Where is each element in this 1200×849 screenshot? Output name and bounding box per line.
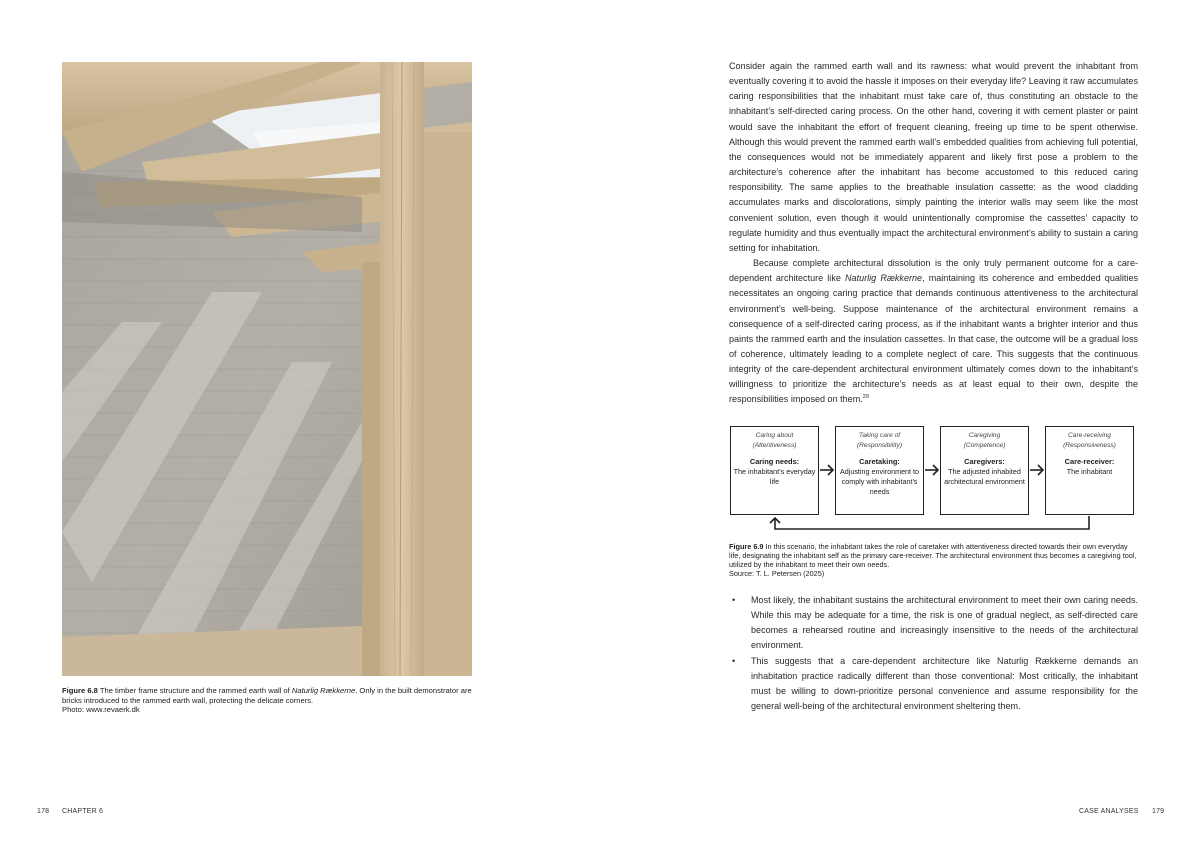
care-cycle-diagram xyxy=(729,426,1139,534)
list-item-text: Most likely, the inhabitant sustains the architectural environment to meet their own caring needs. While this may be adequate for a time, the risk is one of gradual neglect, as self-directed care becomes a rehearsed routine and increasingly insensitive to the needs of the architectural environment. xyxy=(751,595,1138,651)
box-quality: (Responsibility) xyxy=(856,441,903,449)
bullet-symbol: • xyxy=(732,655,736,666)
right-running-head: CASE ANALYSES xyxy=(1079,808,1139,815)
right-page-number: 179 xyxy=(1152,808,1165,815)
figure-source: Source: T. L. Petersen (2025) xyxy=(729,569,825,579)
list-item-text: This suggests that a care-dependent architecture like Naturlig Rækkerne demands an inhabitation practice radically different than those conventional: Most critically, the inhabitant must be willing to down-prioritize personal convenience and assume responsibility for the general well-being of the architectural environment sheltering them. xyxy=(751,655,1138,712)
caption-text-end: . Only in the built demonstrator are bricks introduced to the rammed earth wall, protecting the delicate corners. xyxy=(62,686,472,705)
box-phase: Caregiving xyxy=(968,432,1001,439)
box-head: Caring needs: xyxy=(749,457,800,467)
figure-label: Figure 6.9 xyxy=(729,542,764,551)
caption-text: In this scenario, the inhabitant takes the role of caretaker with attentiveness directed towards their own everyday life, designating the inhabitant self as the primary care-receiver. The architectural environment thus becomes a caregiving tool, utilized by the inhabitant to meet their own needs. xyxy=(729,542,1137,570)
box-phase: Caring about xyxy=(755,432,794,439)
paragraph-2-italic: Naturlig Rækkerne xyxy=(845,273,923,284)
box-quality: (Responsiveness) xyxy=(1063,441,1116,449)
box-quality: (Attentiveness) xyxy=(752,441,797,449)
box-quality: (Competence) xyxy=(963,441,1006,449)
left-running-head: CHAPTER 6 xyxy=(62,808,104,815)
photo-credit: Photo: www.revaerk.dk xyxy=(62,705,140,715)
bullet-symbol: • xyxy=(732,595,736,605)
caption-text: The timber frame structure and the rammed earth wall of xyxy=(97,686,292,695)
box-desc: The adjusted inhabited architectural environment xyxy=(944,467,1025,486)
box-head: Care-receiver: xyxy=(1064,457,1115,467)
feedback-loop-line xyxy=(775,516,1089,529)
list-item xyxy=(729,593,1138,654)
box-phase: Taking care of xyxy=(858,432,901,439)
box-desc: The inhabitant xyxy=(1066,467,1113,477)
caption-italic-title: Naturlig Rækkerne xyxy=(291,686,356,695)
list-item xyxy=(729,654,1138,715)
box-head: Caretaking: xyxy=(859,457,900,467)
footnote-ref: 29 xyxy=(862,394,869,401)
left-page-number: 178 xyxy=(37,808,50,815)
box-desc: Adjusting environment to comply with inhabitant’s needs xyxy=(839,467,920,496)
bullet-list xyxy=(729,593,1138,714)
figure-6-9-caption xyxy=(729,542,1139,578)
box-desc: The inhabitant’s everyday life xyxy=(733,467,816,486)
diagram-arrows xyxy=(729,426,1139,534)
figure-6-8-caption xyxy=(62,686,472,715)
paragraph-2 xyxy=(729,256,1138,408)
box-phase: Care-receiving xyxy=(1068,432,1111,439)
paragraph-2-start: Because complete architectural dissolution is the only truly permanent outcome for a care-dependent architecture like xyxy=(729,258,1138,284)
right-page-body xyxy=(729,59,1138,408)
box-head: Caregivers: xyxy=(964,457,1005,467)
figure-6-8-photo xyxy=(62,62,472,676)
paragraph-1: Consider again the rammed earth wall and its rawness: what would prevent the inhabitant from eventually covering it to avoid the hassle it imposes on their everyday life? Leaving it raw accumulates caring responsibilities that the inhabitant must take care of, thus constituting an obstacle to the inhabitant’s self-directed caring process. On the other hand, covering it with cement plaster or paint would save the inhabitant the effort of frequent cleaning, freeing up time to be spent otherwise. Although this would prevent the rammed earth wall’s embedded qualities from achieving full potential, the consequences would not be immediately apparent and likely first pose a problem to the architecture’s coherence after the inhabitant has become accustomed to this reduced caring responsibility. The same applies to the breathable insulation cassette: as the wood cladding accumulates marks and discolorations, simply painting the interior walls may seem like the most convenient solution, even though it would unintentionally compromise the cassettes’ capacity to regulate humidity and thus eventually impact the architectural environment’s ability to sustain a caring setting for inhabitation. xyxy=(729,61,1138,253)
paragraph-2-end: , maintaining its coherence and embedded qualities necessitates an ongoing caring practice that demands continuous attentiveness to the architectural environment’s well-being. Suppose maintenance of the architectural environment remains a consequence of a self-directed caring process, as if the inhabitant wants a brighter interior and thus paints the rammed earth and the insulation cassettes. In that case, the outcome will be a gradual loss of coherence, ultimately leading to a complete neglect of care. This suggests that the continuous integrity of the care-dependent architectural environment ultimately comes down to the inhabitant’s willingness to prioritize the architecture’s needs as at least equal to their own, despite the responsibilities imposed on them. xyxy=(729,273,1138,405)
figure-label: Figure 6.8 xyxy=(62,686,98,695)
